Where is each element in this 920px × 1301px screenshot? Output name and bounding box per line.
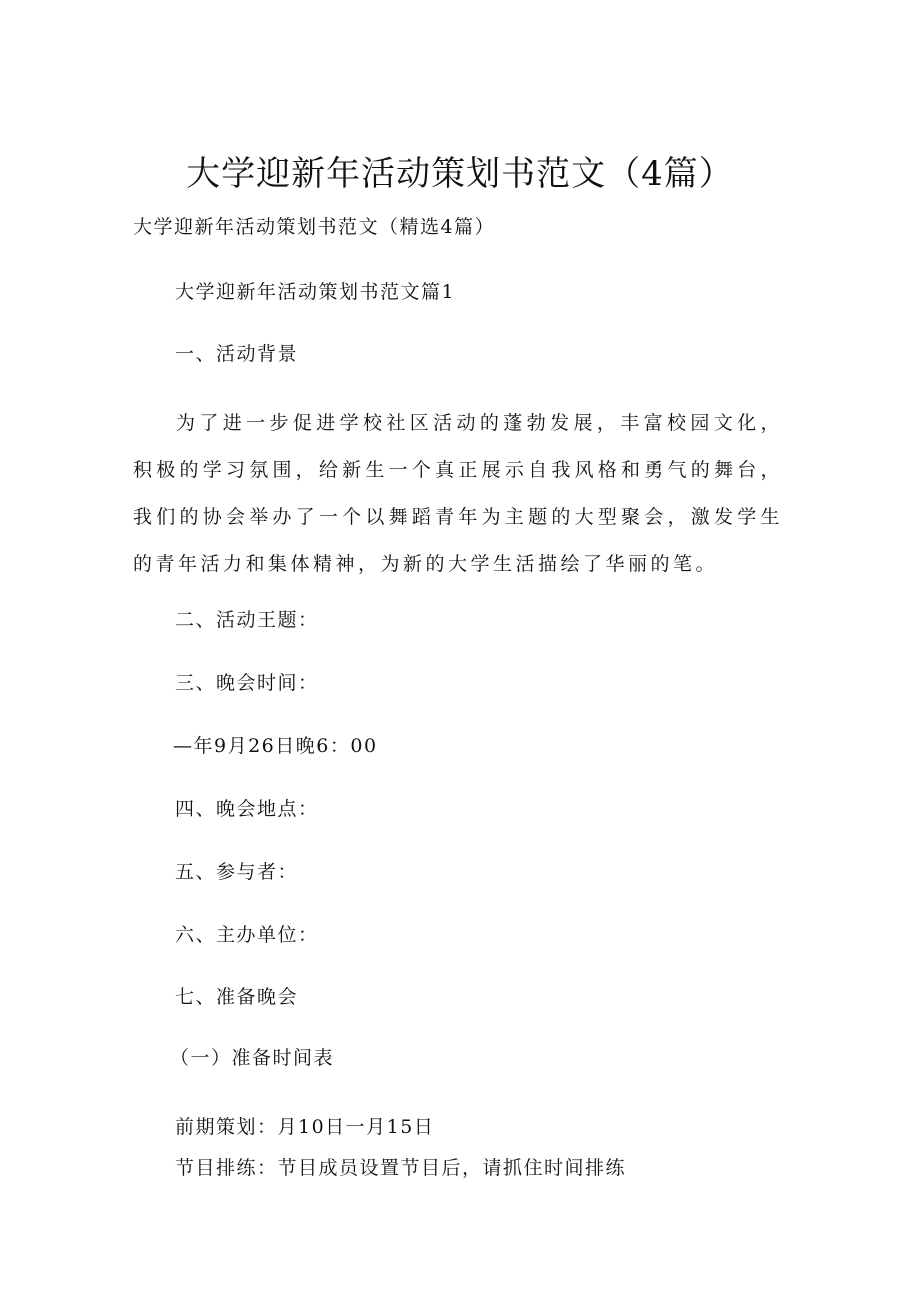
article-heading: 大学迎新年活动策划书范文篇1 (175, 281, 456, 303)
section-heading-time: 三、晚会时间： (175, 672, 319, 694)
schedule-item-rehearsal: 节目排练：节目成员设置节目后，请抓住时间排练 (175, 1157, 627, 1179)
section-heading-venue: 四、晚会地点： (175, 798, 319, 820)
event-time-value: —年9月26日晚6：00 (173, 735, 378, 757)
section-heading-theme: 二、活动王题： (175, 609, 319, 631)
section-heading-organizer: 六、主办单位： (175, 924, 319, 946)
section-heading-preparation: 七、准备晚会 (175, 986, 299, 1008)
subsection-heading-schedule: （一）准备时间表 (170, 1047, 335, 1069)
section-body-background: 为了进一步促进学校社区活动的蓬勃发展，丰富校园文化，积极的学习氛围，给新生一个真正展示自我风格和勇气的舞台，我们的协会举办了一个以舞蹈青年为主题的大型聚会，激发学生的青年活力和集体精神，为新的大学生活描绘了华丽的笔。 (133, 412, 783, 575)
section-heading-background: 一、活动背景 (175, 343, 299, 365)
document-title: 大学迎新年活动策划书范文（4篇） (186, 154, 734, 194)
section-heading-participants: 五、参与者： (175, 861, 299, 883)
schedule-item-planning: 前期策划：月10日一月15日 (175, 1116, 435, 1138)
document-subtitle: 大学迎新年活动策划书范文（精选4篇） (133, 216, 496, 238)
